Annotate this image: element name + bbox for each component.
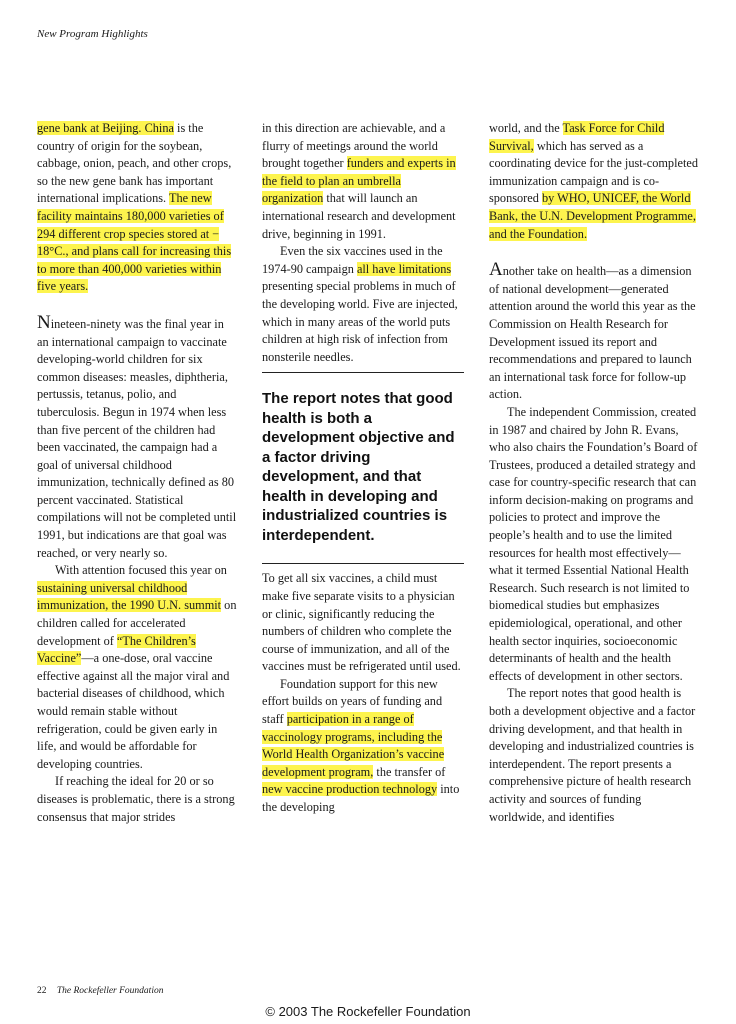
paragraph — [489, 261, 699, 404]
text-run: Foundation support for this new effort builds on years of funding and staff — [262, 676, 443, 727]
text-run: The independent Commission, created in 1987 and chaired by John R. Evans, who also chairs the Foundation’s Board of Trustees, produced a detailed strategy and case for country-specific research that can inform decision-making on programs and policies to protect and improve the people’s health and to use the limited resources for health most effectively—what it termed Essential National Health Research. Such research is not limited to biomedical studies but emphasizes epidemiological, operational, and other health sector inquiries, socioeconomic determinants of health and the health effects of development in other sectors. — [489, 404, 698, 683]
paragraph — [262, 243, 464, 366]
highlighted-text: sustaining universal childhood immunization, the 1990 U.N. summit — [37, 580, 222, 613]
highlighted-text: new vaccine production technology — [262, 782, 438, 797]
paragraph — [489, 120, 699, 243]
text-run: Even the six vaccines used in the 1974-90 campaign — [262, 244, 443, 276]
column-1 — [37, 120, 237, 826]
paragraph — [37, 773, 237, 826]
paragraph — [37, 311, 237, 562]
highlighted-text: The new facility maintains 180,000 varieties of 294 different crop species stored at − 18°C., and plans call for increasing this to more than 400,000 varieties within five years. — [37, 191, 232, 294]
text-run: With attention focused this year on — [55, 563, 227, 578]
drop-cap: N — [37, 311, 51, 333]
paragraph — [262, 120, 464, 243]
text-run: on children called for accelerated development of — [37, 598, 237, 648]
text-run: To get all six vaccines, a child must make five separate visits to a physician or clinic, significantly reducing the numbers of children who complete the course of immunization, and all of the vaccines must be refrigerated until used. — [262, 571, 461, 674]
pull-quote: The report notes that good health is both a development objective and a factor driving development, and that health in developing and industrialized countries is interdependent. — [262, 390, 455, 544]
text-run: is the country of origin for the soybean, cabbage, onion, peach, and other crops, so the new gene bank has important international implications. — [37, 121, 232, 206]
text-run: the transfer of — [373, 764, 446, 779]
page-number: 22 — [37, 986, 47, 996]
highlighted-text: “The Children’s Vaccine” — [37, 633, 196, 666]
text-run: ineteen-ninety was the final year in an international campaign to vaccinate developing-world children for six common diseases: measles, diphtheria, pertussis, tetanus, polio, and tuberculosis. Begun in 1974 when less than five percent of the children had been vaccinated, the campaign had a goal of universal childhood immunization, technically defined as 80 percent vaccinated. Statistical compilations will not be completed until 1991, but indications are that goal was reached, or very nearly so. — [37, 316, 237, 560]
paragraph — [262, 570, 464, 676]
divider — [262, 372, 464, 373]
text-run: that will launch an international research and development drive, beginning in 1991. — [262, 191, 456, 241]
running-header: New Program Highlights — [37, 28, 148, 40]
text-run: —a one-dose, oral vaccine effective against all the major viral and bacterial diseases of childhood, which would remain stable without refrigeration, could be given early in life, and would be affordable for developing countries. — [37, 651, 230, 771]
text-run: in this direction are achievable, and a flurry of meetings around the world brought together — [262, 121, 446, 171]
paragraph — [262, 676, 464, 817]
paragraph — [489, 685, 699, 826]
highlighted-text: by WHO, UNICEF, the World Bank, the U.N. Development Programme, and the Foundation. — [489, 191, 696, 241]
text-run: nother take on health—as a dimension of national development—generated attention around the world this year as the Commission on Health Research for Development issued its report and recommendations and prepared to launch an international task force for follow-up action. — [489, 264, 696, 402]
highlighted-text: gene bank at Beijing. China — [37, 121, 174, 135]
highlighted-text: funders and experts in the field to plan an umbrella organization — [262, 156, 456, 206]
drop-cap: A — [489, 259, 503, 281]
footer-organization: The Rockefeller Foundation — [56, 986, 164, 996]
paragraph — [489, 404, 699, 686]
page-footer — [37, 986, 163, 996]
highlighted-text: participation in a range of vaccinology programs, including the World Health Organization’s vaccine development program, — [262, 712, 445, 779]
text-run: world, and the — [489, 121, 563, 135]
paragraph — [37, 562, 237, 773]
copyright-notice: © 2003 The Rockefeller Foundation — [265, 1004, 471, 1019]
divider — [262, 563, 464, 564]
text-run: which has served as a coordinating device for the just-completed immunization campaign and is co-sponsored — [489, 138, 698, 206]
column-2 — [262, 120, 464, 817]
highlighted-text: all have limitations — [356, 261, 452, 276]
text-run: presenting special problems in much of the developing world. Five are injected, which in many areas of the world puts children at high risk of infection from nonsterile needles. — [262, 279, 458, 364]
text-run: into the developing — [262, 782, 460, 815]
text-run: If reaching the ideal for 20 or so diseases is problematic, there is a strong consensus that major strides — [37, 774, 235, 824]
column-3 — [489, 120, 699, 826]
highlighted-text: Task Force for Child Survival, — [489, 121, 665, 153]
paragraph — [37, 120, 237, 296]
text-run: The report notes that good health is both a development objective and a factor driving development, and that health in developing and industrialized countries is interdependent. The report presents a comprehensive picture of health research activity and sources of funding worldwide, and identifies — [489, 686, 696, 824]
